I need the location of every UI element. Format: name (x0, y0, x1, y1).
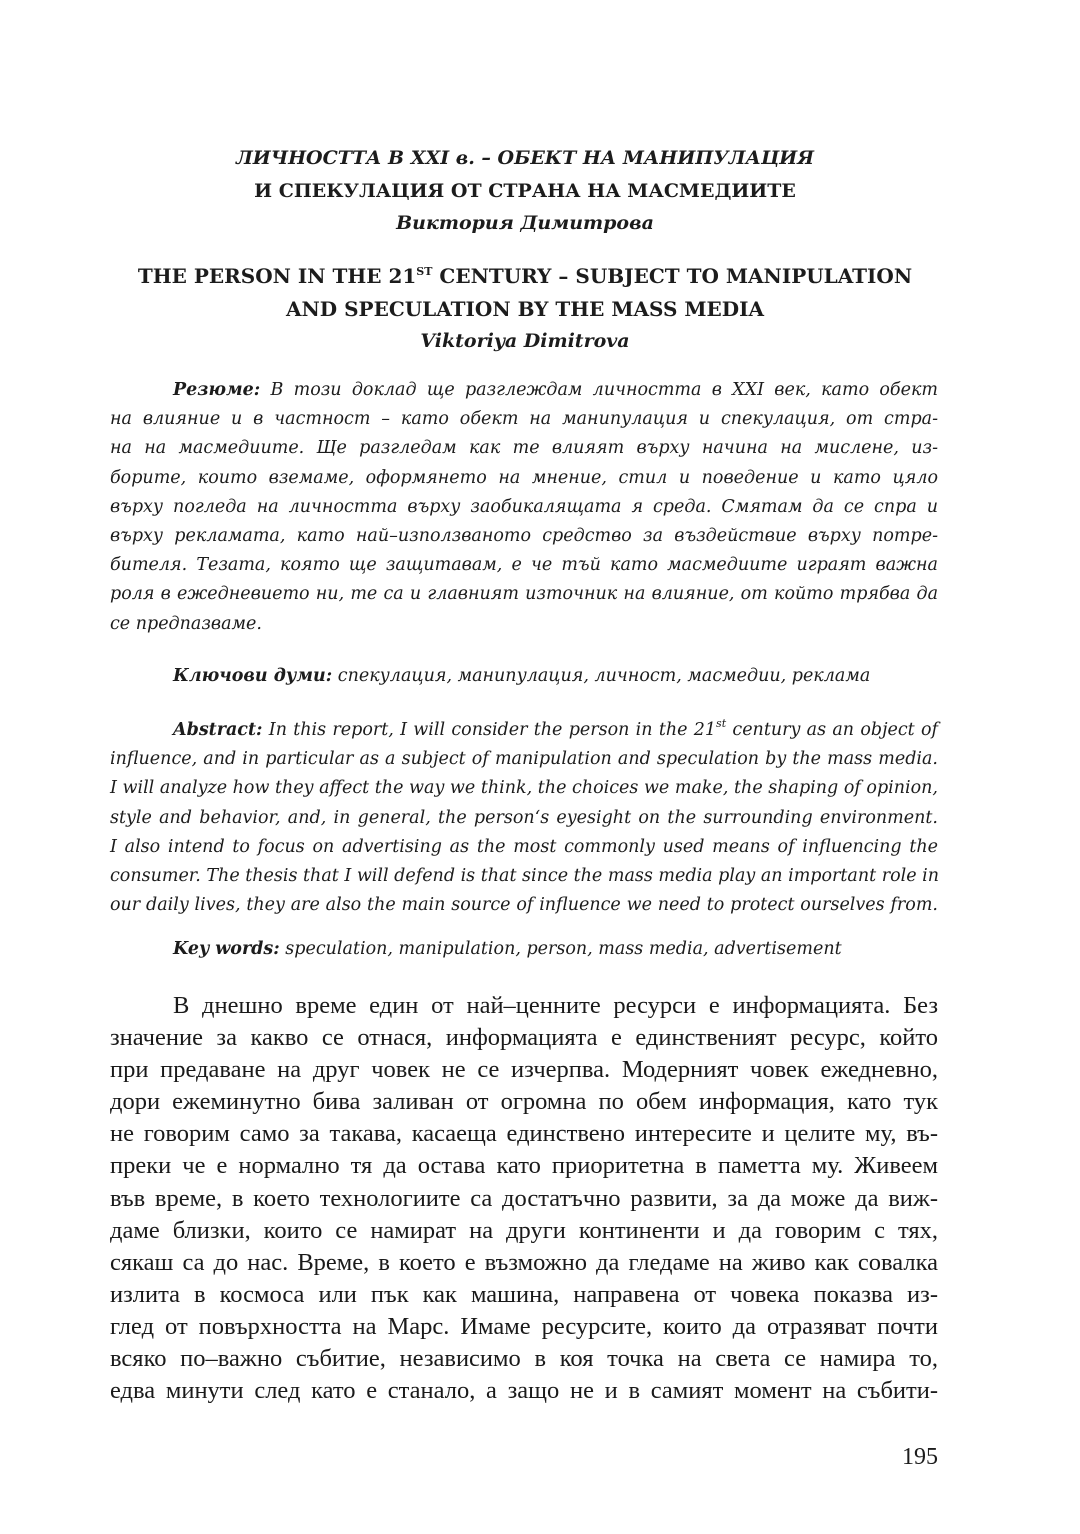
summary-bg-line: върху рекламата, като най–използваното средство за въздействие върху потре- (110, 525, 938, 546)
summary-bg-line: бителя. Тезата, която ще защитавам, е че тъй като масмедиите играят важна (110, 555, 938, 576)
body-line: всяко по–важно събитие, независимо в коя точка на света се намира то, (110, 1345, 938, 1373)
summary-en-line: our daily lives, they are also the main source of influence we need to protect ourselves from. (110, 895, 938, 916)
keywords-en-text: speculation, manipulation, person, mass media, advertisement (279, 939, 842, 959)
summary-bg-line: на влияние и в частност – като обект на манипулация и спекулация, от стра- (110, 409, 938, 430)
summary-en-line: style and behavior, and, in general, the person‘s eyesight on the surrounding environment. (110, 807, 938, 828)
body-line: даме близки, които се намират на други континенти и да говорим с тях, (110, 1216, 938, 1244)
title-bg-line-2: И СПЕКУЛАЦИЯ ОТ СТРАНА НА МАСМЕДИИТЕ (254, 180, 796, 202)
body-line: едва минути след като е станало, а защо не и в самият момент на събити- (110, 1377, 938, 1405)
title-bg-line-1: ЛИЧНОСТТА В XXI в. – ОБЕКТ НА МАНИПУЛАЦИЯ (235, 147, 815, 169)
body-paragraph (110, 990, 938, 1407)
summary-bg-line: борите, които вземаме, оформянето на мнение, стил и поведение и като цяло (110, 467, 938, 488)
summary-bg-label: Резюме: (173, 380, 261, 400)
body-line: преки че е нормално тя да остава като приоритетна в паметта му. Живеем (110, 1152, 938, 1180)
author-en: Viktoriya Dimitrova (420, 330, 630, 352)
body-line: значение за какво се отнася, информацията е единственият ресурс, който (110, 1024, 938, 1052)
title-en-line-2: AND SPECULATION BY THE MASS MEDIA (285, 297, 765, 321)
body-line: излита в космоса или пък как машина, направена от човека показва из- (110, 1280, 938, 1308)
body-line: при предаване на друг човек не се изчерпва. Модерният човек ежедневно, (110, 1056, 938, 1084)
summary-en-line: I will analyze how they affect the way we think, the choices we make, the shaping of opinion, (110, 778, 938, 799)
keywords-bg-text: спекулация, манипулация, личност, масмедии, реклама (332, 666, 871, 686)
body-line: не говорим само за такава, касаеща единствено интересите и целите му, въ- (110, 1120, 938, 1148)
title-en-line-1-pre: THE PERSON IN THE 21 (137, 264, 417, 288)
body-line: сякаш са до нас. Време, в което е възможно да гледаме на живо как совалка (110, 1248, 938, 1276)
title-en-line-1-post: CENTURY – SUBJECT TO MANIPULATION (432, 264, 913, 288)
body-line: В днешно време един от най–ценните ресурси е информацията. Без (173, 992, 938, 1019)
summary-bg-line: на на масмедиите. Ще разгледам как те влияят върху начина на мислене, из- (110, 438, 938, 459)
summary-en (110, 716, 938, 920)
summary-en-label: Abstract: (173, 720, 263, 740)
body-line: глед от повърхността на Марс. Имаме ресурсите, които да отразяват почти (110, 1312, 938, 1340)
keywords-bg-label: Ключови думи: (173, 666, 333, 686)
title-en-line-1-sup: ST (416, 265, 433, 278)
summary-en-line: I also intend to focus on advertising as the most commonly used means of influencing the (110, 836, 938, 857)
author-bg: Виктория Димитрова (396, 212, 654, 234)
summary-bg (110, 376, 938, 639)
summary-en-line: influence, and in particular as a subject of manipulation and speculation by the mass media. (110, 749, 938, 770)
summary-bg-line: Резюме: В този доклад ще разглеждам личността в XXI век, като обект (173, 380, 938, 400)
summary-en-line: consumer. The thesis that I will defend is that since the mass media play an important role in (110, 865, 940, 886)
summary-bg-line: върху погледа на личността върху заобикалящата я среда. Смятам да се спра и (110, 496, 938, 517)
body-line: във време, в което технологиите са достатъчно развити, за да може да виж- (110, 1184, 938, 1212)
keywords-en-label: Key words: (173, 939, 280, 959)
page-number: 195 (902, 1444, 938, 1470)
keywords-en (173, 934, 842, 964)
summary-en-line: Abstract: In this report, I will consider the person in the 21st century as an object of (173, 717, 938, 740)
keywords-bg (173, 661, 870, 691)
summary-bg-line: роля в ежедневието ни, те са и главният източник на влияние, от който трябва да (110, 584, 938, 605)
body-line: дори ежеминутно бива заливан от огромна по обем информация, като тук (110, 1088, 938, 1116)
title-block-en (110, 260, 940, 357)
title-block-bg (110, 142, 940, 239)
title-en-line-1 (110, 260, 940, 293)
summary-bg-line: се предпазваме. (110, 613, 262, 634)
